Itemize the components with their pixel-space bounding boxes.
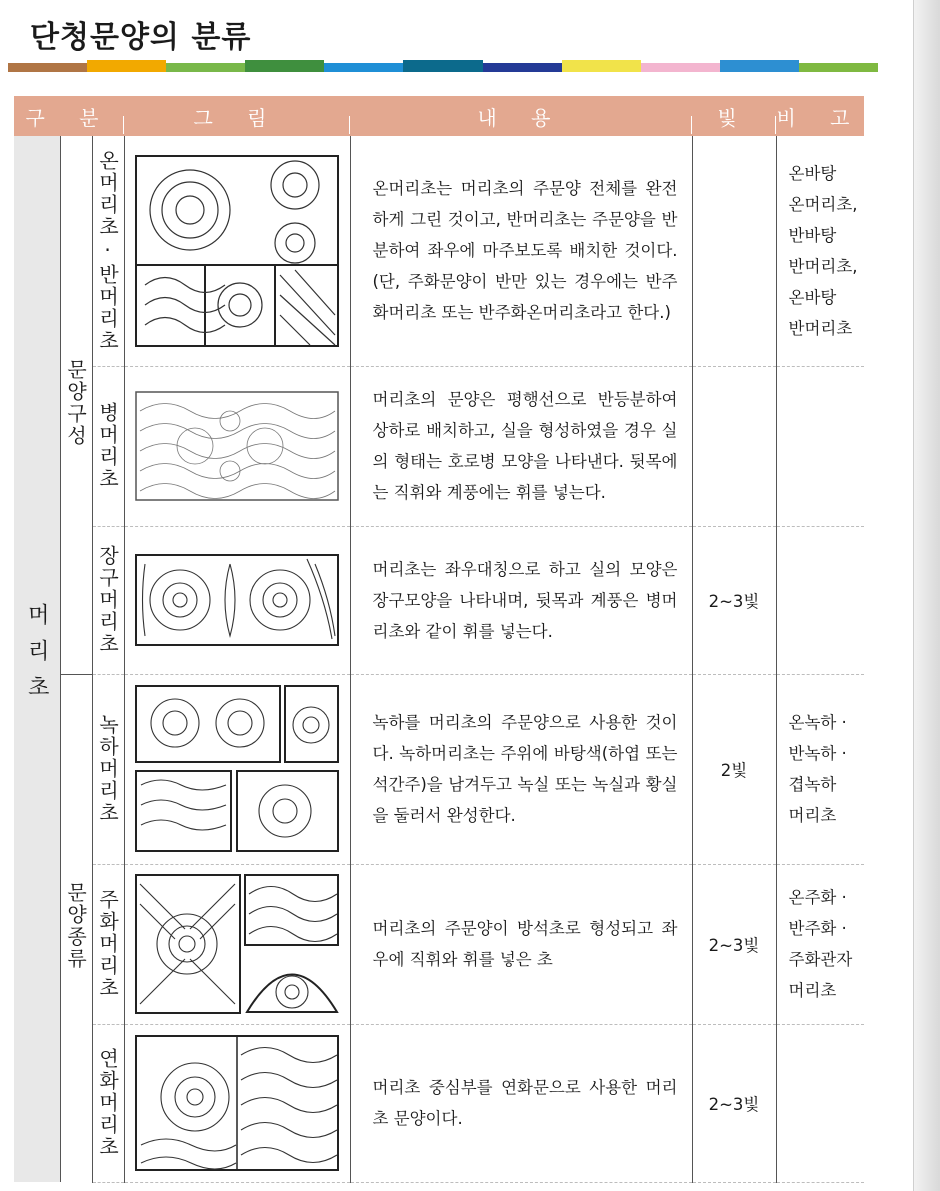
color-bar-segment <box>403 60 482 72</box>
row-description: 온머리초는 머리초의 주문양 전체를 완전하게 그린 것이고, 반머리초는 주문양을 반분하여 좌우에 마주보도록 배치한 것이다.(단, 주화문양이 반만 있는 경우에는 반주화머리초 또는 반주화온머리초라고 한다.) <box>350 136 692 366</box>
group-label: 문양구성 <box>63 358 88 447</box>
row-name: 장구머리초 <box>95 545 120 655</box>
note-line: 온바탕 <box>788 163 837 183</box>
header-note: 비 고 <box>776 96 864 136</box>
row-name-cell <box>92 864 124 1024</box>
row-name: 온머리초·반머리초 <box>95 149 120 352</box>
note-line: 온주화 · <box>788 888 847 907</box>
note-line: 머리초 <box>788 806 837 825</box>
row-note-cell <box>776 526 864 674</box>
main-category-label: 머리초 <box>24 603 50 711</box>
janggumeoricho-pattern <box>135 554 339 646</box>
color-bar-segment <box>641 63 720 72</box>
row-name-cell <box>92 136 124 366</box>
note-line: 반머리초 <box>788 318 853 338</box>
row-name-cell <box>92 526 124 674</box>
row-note-cell <box>776 1024 864 1182</box>
row-name-cell <box>92 1024 124 1182</box>
color-bar-segment <box>324 63 403 72</box>
onmeoricho-pattern <box>135 155 339 347</box>
row-color: 2~3빛 <box>692 526 776 674</box>
note-line: 반머리초, <box>788 256 858 276</box>
group-label: 문양종류 <box>63 882 88 971</box>
row-note-cell <box>776 674 864 864</box>
color-bar-segment <box>799 63 878 72</box>
row-description: 녹하를 머리초의 주문양으로 사용한 것이다. 녹하머리초는 주위에 바탕색(하엽 또는 석간주)을 남겨두고 녹실 또는 녹실과 황실을 둘러서 완성한다. <box>350 674 692 864</box>
row-color <box>692 136 776 366</box>
row-description: 머리초의 문양은 평행선으로 반등분하여 상하로 배치하고, 실을 형성하였을 경우 실의 형태는 호로병 모양을 나타낸다. 뒷목에는 직휘와 계풍에는 휘를 넣는다. <box>350 366 692 526</box>
byeongmeoricho-pattern <box>135 391 339 501</box>
pattern-image-cell <box>124 526 350 674</box>
row-description: 머리초는 좌우대칭으로 하고 실의 모양은 장구모양을 나타내며, 뒷목과 계풍은 병머리초와 같이 휘를 넣는다. <box>350 526 692 674</box>
row-description: 머리초 중심부를 연화문으로 사용한 머리초 문양이다. <box>350 1024 692 1182</box>
row-name: 병머리초 <box>95 402 120 490</box>
nokhameoricho-pattern <box>135 685 339 853</box>
header-category: 구 분 <box>14 96 124 136</box>
page-title: 단청문양의 분류 <box>30 20 252 55</box>
row-name-cell <box>92 674 124 864</box>
row-note-cell <box>776 864 864 1024</box>
row-name-cell <box>92 366 124 526</box>
color-bar-segment <box>245 60 324 72</box>
pattern-image-cell <box>124 864 350 1024</box>
color-bar-segment <box>166 63 245 72</box>
pattern-image-cell <box>124 1024 350 1182</box>
color-bar-segment <box>8 63 87 72</box>
color-bar-segment <box>720 60 799 72</box>
note-line: 반주화 · <box>788 919 847 938</box>
row-name: 녹하머리초 <box>95 714 120 824</box>
color-bar <box>8 60 878 72</box>
note-line: 온머리초, <box>788 194 858 214</box>
juhwameoricho-pattern <box>135 874 339 1014</box>
header-content: 내 용 <box>350 96 692 136</box>
pattern-image-cell <box>124 366 350 526</box>
pattern-image-cell <box>124 136 350 366</box>
row-color: 2~3빛 <box>692 864 776 1024</box>
pattern-image-cell <box>124 674 350 864</box>
main-category-cell <box>14 136 60 1182</box>
row-name: 연화머리초 <box>95 1048 120 1158</box>
color-bar-segment <box>483 63 562 72</box>
note-line: 반바탕 <box>788 225 837 245</box>
group-cell-types <box>60 674 92 1182</box>
yeonhwameoricho-pattern <box>135 1035 339 1171</box>
header-color: 빛 <box>692 96 776 136</box>
header-picture: 그 림 <box>124 96 350 136</box>
row-color <box>692 366 776 526</box>
note-line: 머리초 <box>788 981 837 1000</box>
row-color: 2빛 <box>692 674 776 864</box>
color-bar-segment <box>562 60 641 72</box>
row-color: 2~3빛 <box>692 1024 776 1182</box>
row-note-cell <box>776 366 864 526</box>
group-cell-composition <box>60 136 92 674</box>
note-line: 온녹하 · <box>788 713 847 732</box>
color-bar-segment <box>87 60 166 72</box>
classification-table <box>14 96 864 1183</box>
row-note-cell <box>776 136 864 366</box>
note-line: 주화관자 <box>788 950 853 969</box>
note-line: 온바탕 <box>788 287 837 307</box>
row-name: 주화머리초 <box>95 889 120 999</box>
page-edge <box>913 0 940 1191</box>
note-line: 반녹하 · <box>788 744 847 763</box>
row-description: 머리초의 주문양이 방석초로 형성되고 좌우에 직휘와 휘를 넣은 초 <box>350 864 692 1024</box>
note-line: 겹녹하 <box>788 775 837 794</box>
